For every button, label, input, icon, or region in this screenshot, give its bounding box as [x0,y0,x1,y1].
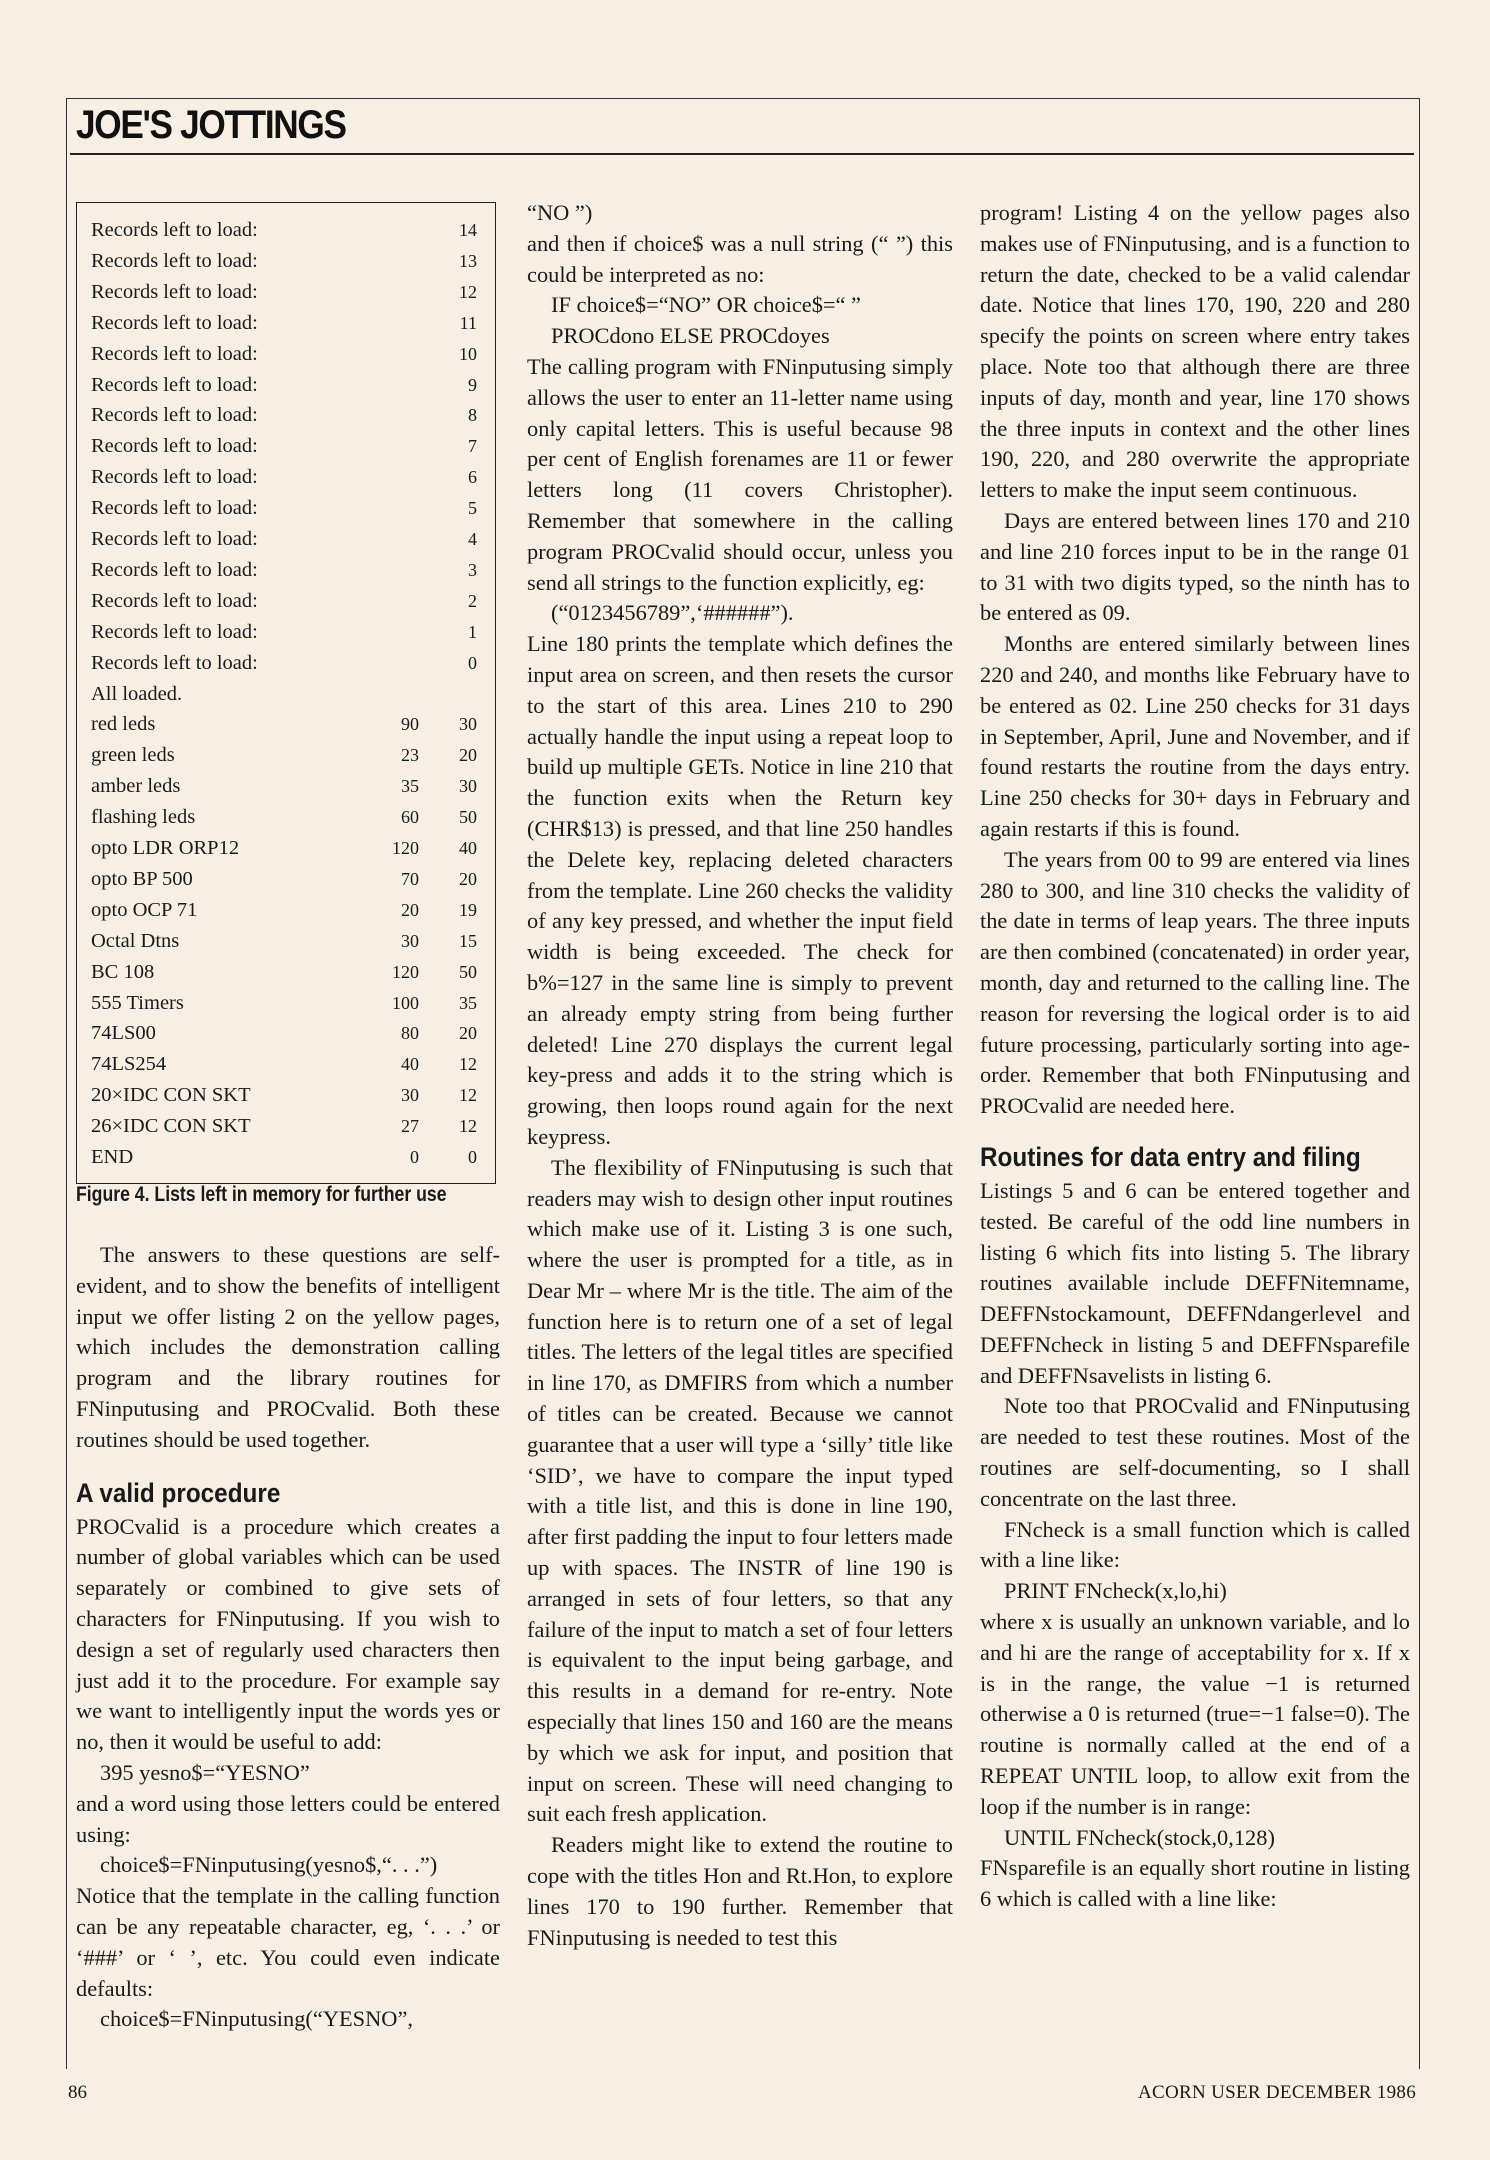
figure-row-label: All loaded. [91,682,183,705]
figure-row-label: red leds [91,713,156,736]
figure-row-value-2: 0 [468,1147,477,1167]
figure-row [91,215,485,245]
code-line: choice$=FNinputusing(yesno$,“. . .”) [100,1852,438,1878]
figure-row-label: flashing leds [91,806,196,829]
paragraph: The years from 00 to 99 are entered via lines 280 to 300, and line 310 checks the validity of the date in terms of leap years. The three inputs are then combined (concatenated) in order year, month, day and returned to the calling line. The reason for reversing the logical order is to aid future processing, particularly sorting into age-order. Remember that both FNinputusing and PROCvalid are needed here. [980,846,1410,1119]
paragraph: program! Listing 4 on the yellow pages also makes use of FNinputusing, and is a function to return the date, checked to be a valid calendar date. Notice that lines 170, 190, 220 and 280 specify the points on screen where entry takes place. Note too that although there are three inputs of day, month and year, line 170 shows the three inputs in context and the other lines 190, 220, and 280 overwrite the appropriate letters to make the input seem continuous. [980,200,1410,503]
paragraph: Readers might like to extend the routine to cope with the titles Hon and Rt.Hon, to explore lines 170 to 190 further. Remember that FNinputusing is needed to test this [527,1832,953,1950]
figure-row-value-2: 50 [459,961,477,982]
subheading-routines: Routines for data entry and filing [980,1141,1361,1172]
figure-row [91,339,485,369]
figure-row-label: Records left to load: [91,342,258,365]
figure-row [91,400,485,430]
figure-row [91,957,485,987]
figure-row-label: Records left to load: [91,311,258,334]
paragraph: FNsparefile is an equally short routine in listing 6 which is called with a line like: [980,1855,1410,1912]
figure-row-value-2: 4 [468,529,477,549]
figure-row-value-2: 35 [459,992,477,1013]
figure-row-value-1: 20 [401,899,419,920]
figure-row-value-2: 1 [468,621,477,642]
figure-row-label: green leds [91,744,175,767]
figure-row-value-1: 35 [401,776,419,797]
figure-row-label: END [91,1146,134,1168]
figure-row-value-2: 30 [459,714,477,735]
figure-row-value-2: 6 [468,467,477,488]
figure-row-value-2: 15 [459,930,477,951]
figure-row-value-1: 120 [392,961,419,982]
figure-row [91,709,485,739]
figure-row-label: 74LS254 [91,1053,167,1076]
figure-row-label: Records left to load: [91,373,258,396]
figure-row-label: Records left to load: [91,497,258,520]
figure-row-value-2: 14 [459,220,477,240]
figure-row-value-2: 11 [459,312,477,333]
figure-row-value-1: 70 [401,868,419,889]
figure-row-label: amber leds [91,775,181,798]
figure-row [91,524,485,554]
figure-row [91,895,485,925]
figure-row-label: Records left to load: [91,651,258,674]
figure-row-value-2: 12 [459,1085,477,1106]
figure-row [91,555,485,585]
page-number: 86 [68,2082,87,2103]
figure-row-value-2: 0 [468,652,477,673]
figure-row-value-2: 7 [468,436,477,457]
section-title: JOE'S JOTTINGS [76,103,346,147]
figure-row [91,462,485,492]
figure-row [91,1080,485,1110]
column-1 [76,1240,500,2035]
figure-row [91,802,485,832]
code-line: IF choice$=“NO” OR choice$=“ ” PROCdono ELSE PROCdoyes [551,292,861,349]
paragraph: Notice that the template in the calling function can be any repeatable character, eg, ‘. . .’ or ‘###’ or ‘ ’, etc. You could even indicate defaults: [76,1883,500,2001]
figure-row-value-1: 30 [401,930,419,951]
figure-row [91,277,485,307]
figure-row-value-2: 20 [459,745,477,766]
paragraph: FNcheck is a small function which is called with a line like: [980,1516,1410,1573]
code-line: “NO ”) [527,200,593,225]
figure-row-value-2: 3 [468,559,477,580]
figure-row [91,246,485,276]
figure-caption: Figure 4. Lists left in memory for further use [76,1183,447,1206]
figure-row-label: Records left to load: [91,249,258,272]
figure-row-label: opto BP 500 [91,867,193,890]
figure-row-label: Records left to load: [91,404,258,427]
figure-row-value-2: 19 [459,899,477,920]
figure-row-label: 74LS00 [91,1022,156,1045]
figure-row [91,864,485,894]
figure-row [91,493,485,523]
figure-row-value-2: 12 [459,1116,477,1137]
code-line: 395 yesno$=“YESNO” [100,1759,310,1785]
figure-row-label: Records left to load: [91,589,258,612]
paragraph: The flexibility of FNinputusing is such that readers may wish to design other input routines which make use of it. Listing 3 is one such, where the user is prompted for a title, as in Dear Mr – where Mr is the title. The aim of the function here is to return one of a set of legal titles. The letters of the legal titles are specified in line 170, as DMFIRS from which a number of titles can be created. Because we cannot guarantee that a user will type a ‘silly’ title like ‘SID’, we have to compare the input typed with a title list, and this is done in line 190, after first padding the input to four letters made up with spaces. The INSTR of line 190 is arranged in sets of four letters, so that any failure of the input to match a set of four letters is equivalent to the input being garbage, and this results in a demand for re-entry. Note especially that lines 150 and 160 are the means by which we ask for input, and position that input on screen. These will need changing to suit each fresh application. [527,1154,953,1827]
column-2 [527,198,953,1953]
figure-row [91,586,485,616]
figure-row [91,988,485,1018]
figure-row [91,926,485,956]
figure-row-value-1: 0 [410,1147,419,1167]
figure-row [91,1018,485,1048]
figure-row [91,308,485,338]
figure-row [91,1142,485,1172]
figure-row-value-1: 100 [392,992,419,1013]
code-line: choice$=FNinputusing(“YESNO”, [100,2006,413,2032]
figure-row [91,617,485,647]
paragraph: Line 180 prints the template which defines the input area on screen, and then resets the cursor to the start of this area. Lines 210 to 290 actually handle the input using a repeat loop to build up multiple GETs. Notice in line 210 that the function exits when the Return key (CHR$13) is pressed, and that line 250 handles the Delete key, replacing deleted characters from the template. Line 260 checks the validity of any key pressed, and whether the input field width is being exceeded. The check for b%=127 in the same line is simply to prevent an already empty string from being further deleted! Line 270 displays the current legal key-press and adds it to the string which is growing, then loops round again for the next keypress. [527,631,953,1149]
figure-row-value-2: 13 [459,250,477,271]
subheading-valid-procedure: A valid procedure [76,1477,281,1508]
figure-row-value-2: 50 [459,807,477,828]
figure-row-label: Records left to load: [91,558,258,581]
figure-row [91,679,485,709]
figure-row-label: Records left to load: [91,620,258,643]
paragraph: The calling program with FNinputusing simply allows the user to enter an 11-letter name using only capital letters. This is useful because 98 per cent of English forenames are 11 or fewer letters long (11 covers Christopher). Remember that somewhere in the calling program PROCvalid should occur, unless you send all strings to the function explicitly, eg: [527,353,953,595]
figure-row [91,1111,485,1141]
paragraph: and a word using those letters could be entered using: [76,1790,500,1847]
paragraph: Note too that PROCvalid and FNinputusing are needed to test these routines. Most of the routines are self-documenting, so I shall concentrate on the last three. [980,1393,1410,1511]
figure-row-value-2: 9 [468,374,477,395]
figure-row [91,648,485,678]
figure-4-box [76,202,496,1184]
figure-row-label: Records left to load: [91,280,258,303]
figure-row-label: 20×IDC CON SKT [91,1084,251,1107]
figure-row-value-2: 5 [468,498,477,519]
figure-row-value-2: 12 [459,1054,477,1075]
figure-row-value-1: 80 [401,1023,419,1044]
paragraph: where x is usually an unknown variable, and lo and hi are the range of acceptability for x. If x is in the range, the value −1 is returned otherwise a 0 is returned (true=−1 false=0). The routine is normally called at the end of a REPEAT UNTIL loop, to allow exit from the loop if the number is in range: [980,1609,1410,1819]
figure-row-value-1: 30 [401,1085,419,1106]
paragraph: Months are entered similarly between lines 220 and 240, and months like February have to be entered as 02. Line 250 checks for 31 days in September, April, June and November, and if found restarts the routine from the days entry. Line 250 checks for 30+ days in February and again restarts if this is found. [980,631,1410,841]
figure-row-label: Records left to load: [91,219,258,241]
code-line: PRINT FNcheck(x,lo,hi) [1004,1578,1227,1604]
figure-row-value-2: 40 [459,838,477,858]
figure-row-value-2: 30 [459,776,477,797]
paragraph: and then if choice$ was a null string (“ ”) this could be interpreted as no: [527,230,953,287]
figure-row-value-2: 2 [468,590,477,611]
figure-row [91,740,485,770]
figure-row-value-2: 12 [459,281,477,302]
paragraph: The answers to these questions are self-evident, and to show the benefits of intelligent input we offer listing 2 on the yellow pages, which includes the demonstration calling program and the library routines for FNinputusing and PROCvalid. Both these routines should be used together. [76,1242,500,1452]
figure-row-value-2: 10 [459,343,477,364]
paragraph: Listings 5 and 6 can be entered together and tested. Be careful of the odd line numbers in listing 6 which fits into listing 5. The library routines available include DEFFNitemname, DEFFNstockamount, DEFFNdangerlevel and DEFFNcheck in listing 5 and DEFFNsparefile and DEFFNsavelists in listing 6. [980,1177,1410,1388]
code-line: UNTIL FNcheck(stock,0,128) [1004,1824,1275,1850]
figure-row-label: Records left to load: [91,528,258,550]
code-line: (“0123456789”,‘######”). [551,600,794,626]
figure-row-value-1: 120 [392,838,419,858]
figure-row-value-2: 20 [459,868,477,889]
figure-row-label: Records left to load: [91,435,258,458]
paragraph: Days are entered between lines 170 and 210 and line 210 forces input to be in the range 01 to 31 with two digits typed, so the ninth has to be entered as 09. [980,507,1410,626]
publication-footer: ACORN USER DECEMBER 1986 [1138,2082,1416,2103]
column-3 [980,198,1410,1915]
figure-row-label: Octal Dtns [91,929,180,952]
figure-row-label: 555 Timers [91,991,184,1014]
figure-row [91,833,485,863]
figure-row [91,431,485,461]
figure-row-value-2: 20 [459,1023,477,1044]
paragraph: PROCvalid is a procedure which creates a number of global variables which can be used separately or combined to give sets of characters for FNinputusing. If you wish to design a set of regularly used characters then just add it to the procedure. For example say we want to intelligently input the words yes or no, then it would be useful to add: [76,1513,500,1755]
figure-row-value-1: 23 [401,745,419,766]
figure-row [91,771,485,801]
figure-row [91,1049,485,1079]
figure-row-value-1: 40 [401,1054,419,1075]
figure-row-label: opto LDR ORP12 [91,837,240,859]
figure-row-label: 26×IDC CON SKT [91,1115,251,1138]
figure-row-label: BC 108 [91,960,155,983]
figure-row-label: Records left to load: [91,466,258,489]
header-rule [70,153,1414,155]
figure-row-value-1: 27 [401,1116,419,1137]
figure-row-value-1: 60 [401,807,419,828]
figure-row-value-1: 90 [401,714,419,735]
figure-row [91,370,485,400]
figure-row-label: opto OCP 71 [91,898,198,921]
figure-row-value-2: 8 [468,405,477,426]
